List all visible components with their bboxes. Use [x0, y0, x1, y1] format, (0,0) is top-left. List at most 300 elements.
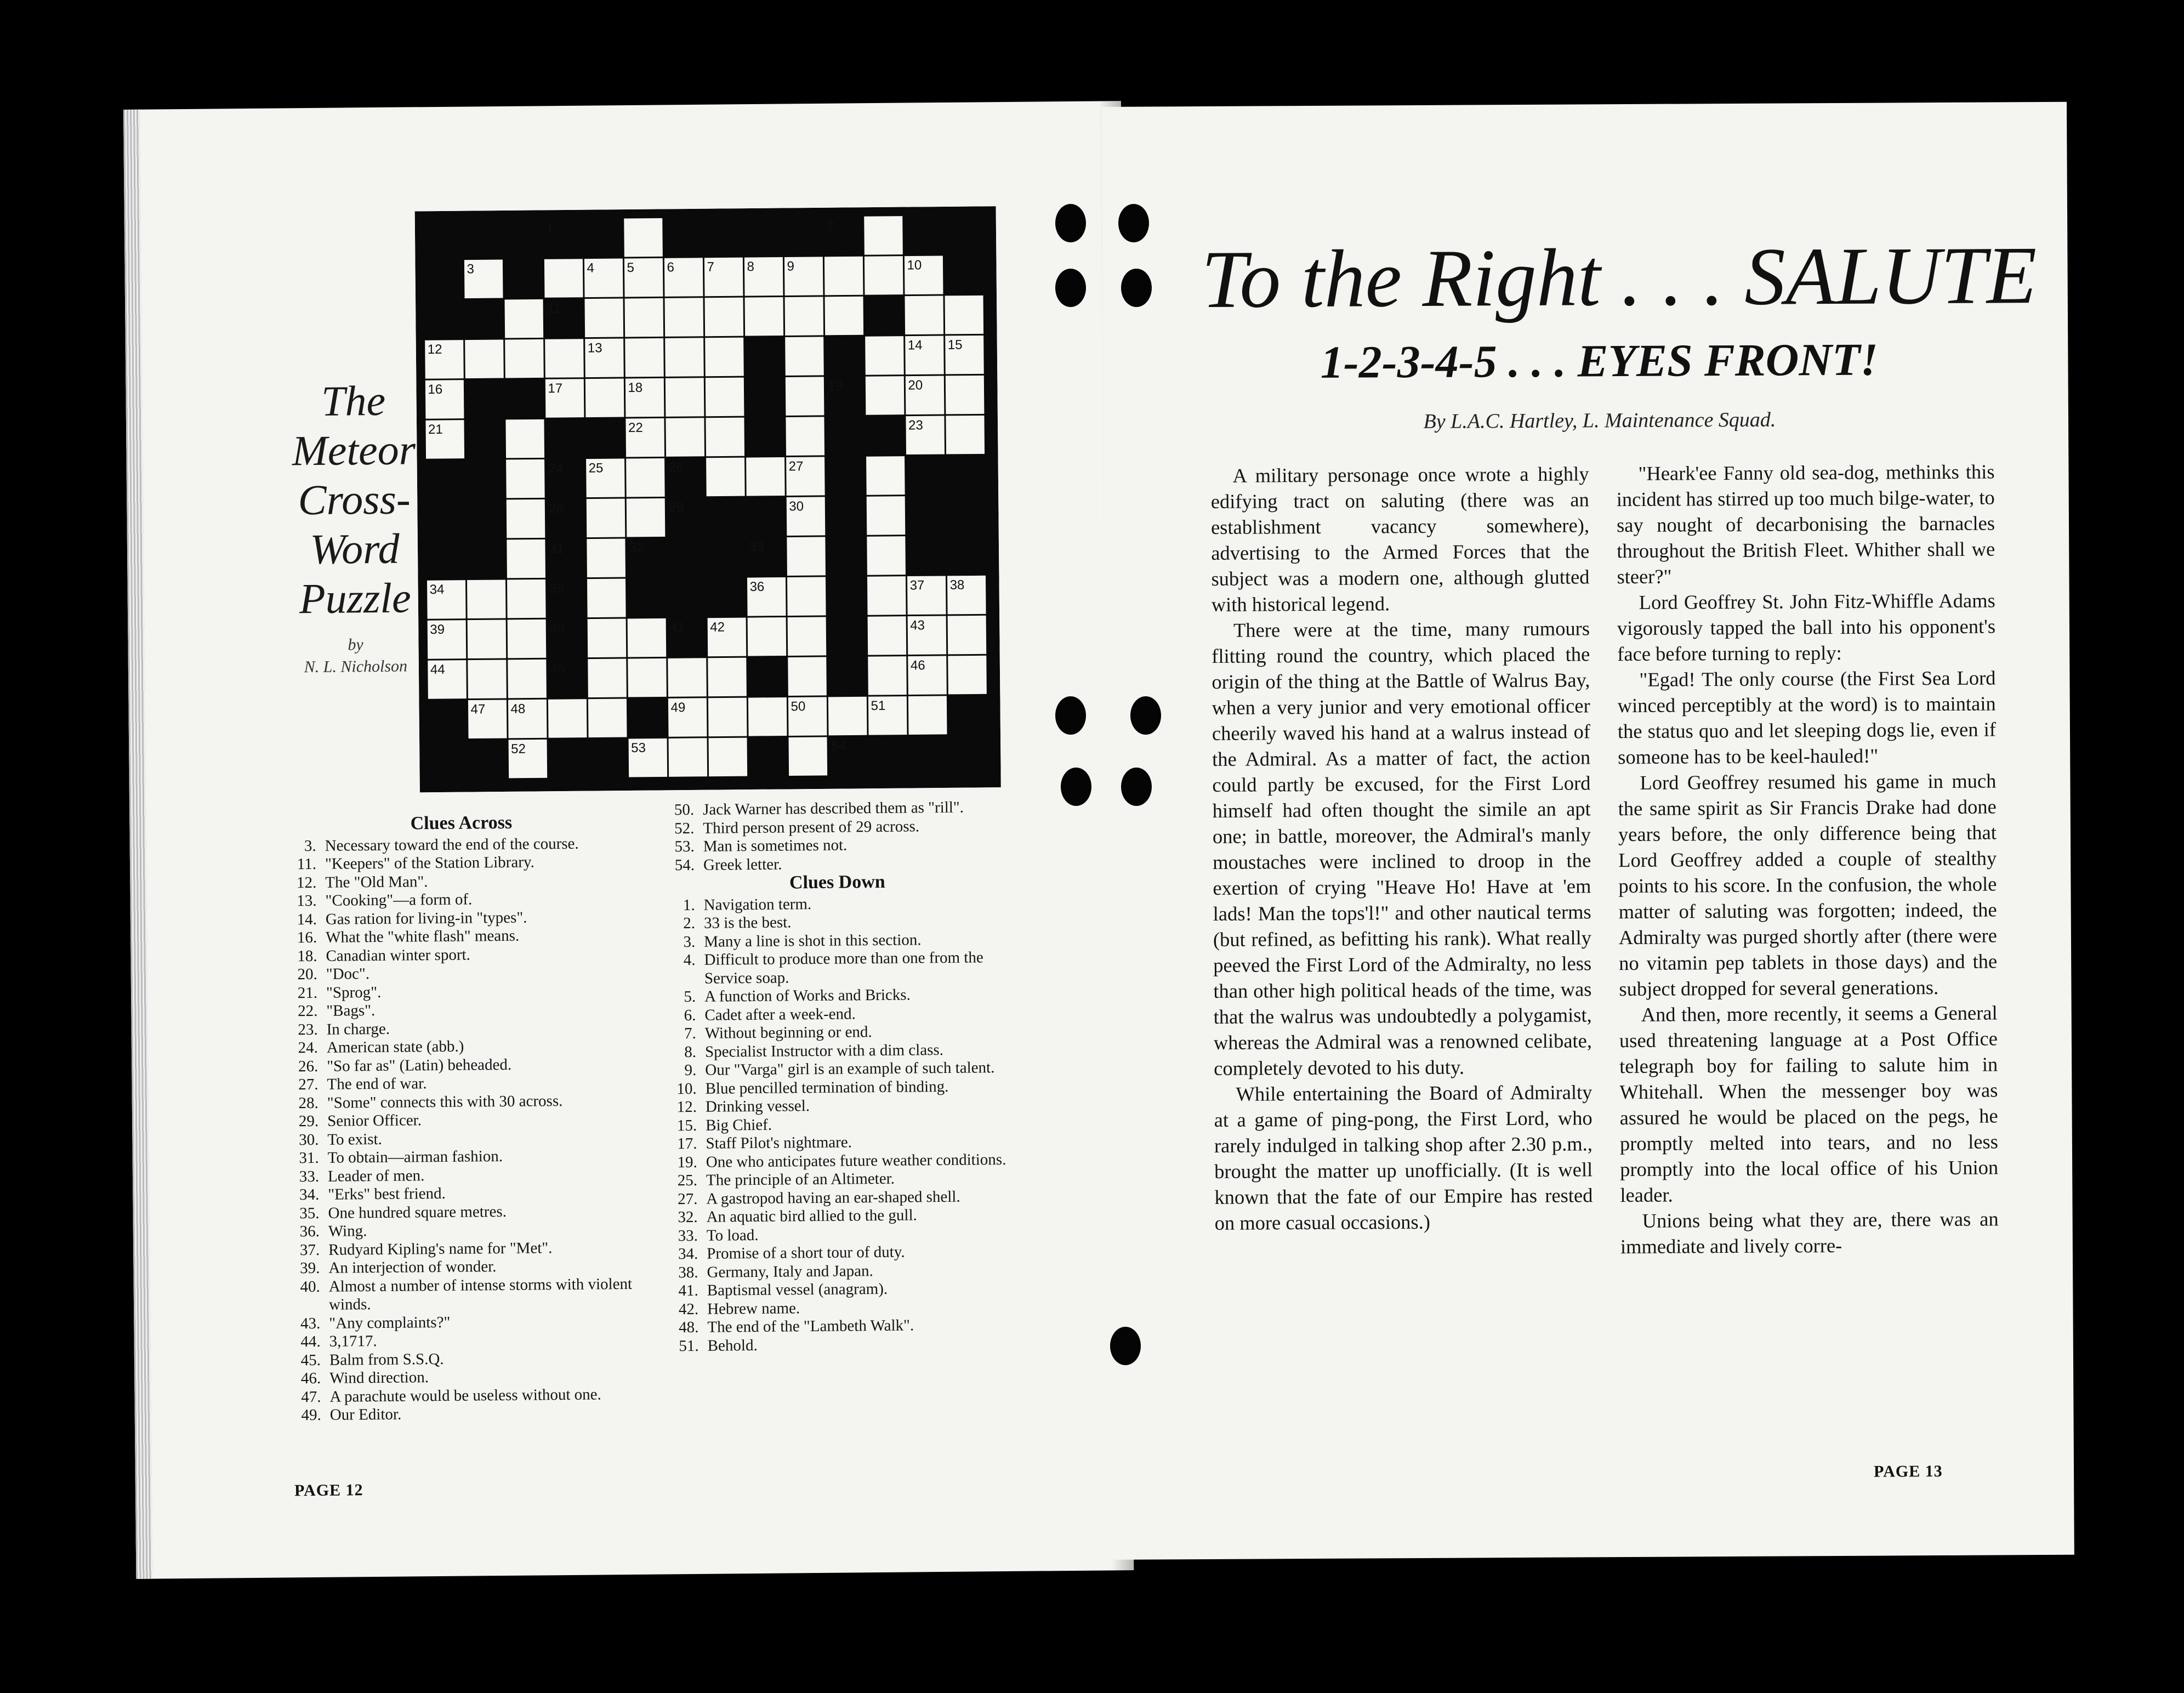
clue-text: "Bags".: [326, 1002, 376, 1020]
clue-text: Man is sometimes not.: [703, 836, 848, 855]
grid-number: 42: [710, 620, 725, 635]
clue-text: 3,1717.: [329, 1332, 377, 1350]
grid-number: 32: [629, 540, 644, 555]
grid-cell-white: [785, 337, 824, 376]
grid-cell-black: [664, 218, 703, 257]
grid-cell-black: [429, 740, 468, 779]
grid-cell-black: [909, 736, 948, 775]
binder-hole: [1121, 768, 1152, 806]
clue-item: [656, 853, 1018, 874]
article-paragraph: Lord Geoffrey St. John Fitz-Whiffle Adams vigorously tapped the ball into his opponent's face before turning to reply:: [1617, 589, 1996, 666]
grid-cell-black: [467, 539, 505, 578]
grid-number: 49: [670, 700, 686, 715]
clue-number: 28.: [298, 1094, 318, 1112]
article-paragraph: There were at the time, many rumours flitting round the country, which placed the origin of the thing at the Battle of Walrus Bay, when a very junior and very emotional officer cheerily waved his hand at a walrus instead of the Admiral. As a matter of fact, the action could partly be excused, for the First Lord himself had often thought the simile an apt one; in battle, moreover, the Admiral's manly moustaches were inclined to droop in the exertion of crying "Heave Ho! Have at 'em lads! Man the tops'l!" and other nautical terms (but refined, as befitting his rank). What really peeved the First Lord of the Admiralty, no less than other high political heads of the time, was that the walrus was undoubtedly a polygamist, whereas the Admiral was a renowned celibate, completely devoted to his duty.: [1212, 617, 1593, 1080]
grid-number: 21: [428, 422, 443, 438]
clue-text: American state (abb.): [326, 1037, 464, 1056]
clue-text: What the "white flash" means.: [326, 927, 520, 946]
grid-number: 40: [550, 621, 565, 637]
clue-text: Our "Varga" girl is an example of such talent.: [705, 1059, 995, 1079]
grid-cell-black: [946, 456, 985, 495]
grid-cell-black: [749, 737, 788, 776]
grid-number: 26: [668, 460, 684, 475]
clue-number: 30.: [299, 1130, 319, 1149]
grid-cell-black: [424, 260, 463, 299]
clue-text: Behold.: [707, 1336, 758, 1355]
grid-number: 33: [749, 539, 764, 555]
grid-number: 20: [908, 378, 923, 393]
right-page: [1102, 102, 2074, 1560]
by-label: by: [348, 635, 363, 654]
clue-item: [659, 1206, 1021, 1227]
grid-number: 46: [910, 658, 925, 673]
grid-number: 51: [871, 698, 886, 714]
clue-number: 17.: [677, 1134, 697, 1153]
grid-cell-white: [945, 296, 984, 334]
grid-cell-white: [708, 698, 747, 737]
grid-cell-black: [466, 459, 505, 498]
grid-cell-black: [505, 379, 544, 418]
clue-text: An aquatic bird allied to the gull.: [706, 1206, 917, 1226]
grid-cell-white: [585, 299, 624, 338]
clues-column-2: [656, 798, 1022, 1356]
grid-cell-white: [507, 580, 546, 618]
clue-text: Cadet after a week-end.: [704, 1004, 856, 1024]
grid-cell-white: [669, 738, 708, 777]
grid-number: 8: [747, 259, 755, 275]
grid-cell-white: [507, 539, 545, 578]
grid-cell-white: [468, 660, 507, 698]
grid-number: 39: [430, 622, 445, 638]
grid-cell-white: [908, 696, 947, 735]
grid-cell-white: [508, 620, 547, 658]
grid-cell-black: [425, 300, 464, 339]
grid-cell-white: [746, 457, 785, 496]
grid-cell-white: [628, 618, 667, 657]
grid-cell-white: [665, 338, 704, 377]
clue-text: Gas ration for living-in "types".: [325, 908, 527, 928]
clue-number: 21.: [297, 984, 318, 1002]
clue-number: 53.: [674, 837, 695, 856]
clue-text: "Erks" best friend.: [328, 1184, 446, 1203]
grid-cell-white: [948, 616, 987, 655]
clue-number: 25.: [677, 1171, 698, 1190]
clue-text: "So far as" (Latin) beheaded.: [327, 1055, 512, 1075]
clue-text: An interjection of wonder.: [328, 1258, 497, 1277]
grid-cell-white: [666, 418, 704, 457]
grid-number: 15: [947, 337, 963, 353]
grid-cell-black: [746, 377, 784, 416]
grid-cell-black: [784, 217, 823, 255]
grid-cell-white: [628, 658, 667, 697]
clue-number: 33.: [678, 1226, 698, 1245]
clue-text: Without beginning or end.: [704, 1023, 872, 1042]
grid-cell-white: [625, 338, 664, 377]
grid-cell-black: [825, 337, 864, 376]
grid-number: 54: [831, 738, 846, 754]
clue-text: Balm from S.S.Q.: [329, 1350, 444, 1369]
binder-hole: [1055, 696, 1086, 735]
grid-cell-white: [787, 537, 826, 576]
grid-cell-black: [944, 215, 983, 254]
grid-number: 27: [788, 459, 804, 474]
grid-cell-white: [665, 298, 704, 337]
grid-cell-black: [465, 379, 504, 418]
clue-text: One hundred square metres.: [328, 1202, 507, 1222]
article-column-1: [1210, 461, 1593, 1236]
clues-down-list: [657, 893, 1022, 1355]
clue-number: 12.: [296, 873, 317, 891]
clue-text: Promise of a short tour of duty.: [707, 1243, 905, 1263]
clue-text: Many a line is shot in this section.: [704, 930, 922, 951]
clue-number: 52.: [674, 819, 695, 837]
clue-text: In charge.: [326, 1020, 390, 1038]
grid-cell-white: [786, 417, 824, 456]
grid-cell-white: [508, 660, 547, 698]
clue-item: [283, 1404, 650, 1425]
grid-cell-black: [504, 259, 543, 298]
grid-number: 50: [790, 699, 806, 714]
clue-number: 27.: [298, 1075, 318, 1094]
article-paragraph: And then, more recently, it seems a General used threatening language at a Post Office telegraph boy for failing to salute him in Whitehall. When the messenger boy was assured he would be placed on the pegs, he promptly melted into tears, and no less promptly into the local office of his Union leader.: [1619, 1001, 1999, 1207]
grid-cell-white: [787, 577, 826, 616]
grid-cell-black: [545, 419, 584, 458]
grid-cell-black: [426, 460, 465, 499]
grid-number: 24: [548, 461, 564, 476]
grid-cell-black: [428, 700, 467, 739]
grid-cell-black: [504, 219, 543, 258]
grid-cell-black: [585, 419, 624, 458]
grid-cell-white: [506, 459, 545, 498]
grid-number: 11: [547, 301, 561, 316]
clue-text: "Sprog".: [326, 983, 382, 1002]
article-paragraph: A military personage once wrote a highly edifying tract on saluting (there was an establishment vacancy somewhere), advertising to the Armed Forces that the subject was a modern one, although glutted with historical legend.: [1210, 462, 1590, 616]
clue-number: 12.: [676, 1098, 697, 1116]
article-paragraph: While entertaining the Board of Admiralty at a game of ping-pong, the First Lord, who rarely indulged in talking shop after 2.30 p.m., brought the matter up unofficially. (It is well known that the fate of our Empire has rested on more casual occasions.): [1214, 1081, 1593, 1234]
page-number: PAGE 12: [294, 1481, 363, 1500]
grid-cell-white: [824, 257, 863, 296]
clue-number: 34.: [678, 1245, 698, 1263]
clue-text: Necessary toward the end of the course.: [325, 834, 579, 855]
clue-text: Our Editor.: [329, 1405, 402, 1424]
clue-number: 4.: [683, 951, 696, 969]
puzzle-title-line: Cross-: [298, 475, 411, 524]
grid-number: 34: [429, 582, 445, 598]
clue-text: Germany, Italy and Japan.: [707, 1262, 873, 1281]
grid-number: 14: [907, 338, 923, 353]
clues-across-list: [278, 834, 650, 1425]
clue-number: 34.: [299, 1185, 320, 1204]
grid-cell-black: [748, 657, 787, 696]
clue-number: 54.: [674, 856, 695, 874]
clue-text: Wind direction.: [329, 1368, 429, 1387]
clue-text: Leader of men.: [327, 1166, 425, 1185]
clue-text: Specialist Instructor with a dim class.: [704, 1041, 944, 1061]
grid-cell-black: [827, 497, 866, 536]
clue-number: 2.: [683, 914, 696, 933]
grid-cell-white: [467, 580, 506, 618]
clue-number: 41.: [678, 1281, 698, 1300]
grid-cell-white: [745, 297, 784, 336]
clues-across-continued: [656, 798, 1018, 875]
grid-cell-white: [867, 496, 906, 535]
article-column-2: [1616, 458, 1999, 1259]
clue-number: 51.: [679, 1337, 699, 1355]
grid-number: 35: [549, 581, 565, 596]
grid-cell-black: [745, 337, 784, 376]
grid-cell-white: [708, 658, 747, 697]
clue-text: Big Chief.: [706, 1116, 772, 1134]
clue-number: 47.: [301, 1388, 321, 1406]
clue-text: Third person present of 29 across.: [703, 817, 920, 837]
grid-number: 19: [828, 378, 843, 394]
binder-hole: [1121, 269, 1152, 307]
grid-cell-white: [548, 699, 587, 738]
clue-text: "Doc".: [326, 965, 370, 983]
clue-text: The principle of an Altimeter.: [706, 1169, 895, 1189]
grid-cell-white: [588, 659, 627, 698]
grid-cell-black: [866, 416, 905, 455]
grid-cell-black: [667, 578, 706, 617]
clue-number: 23.: [298, 1020, 318, 1038]
grid-cell-white: [705, 298, 744, 337]
grid-cell-black: [865, 296, 904, 335]
grid-cell-white: [867, 536, 906, 575]
clue-number: 50.: [674, 800, 695, 819]
grid-cell-white: [866, 376, 905, 415]
clue-number: 37.: [299, 1241, 320, 1259]
grid-number: 29: [669, 500, 684, 515]
left-page: [123, 101, 1134, 1579]
clue-number: 7.: [684, 1024, 696, 1043]
grid-cell-white: [585, 379, 624, 418]
grid-cell-black: [904, 215, 943, 254]
binder-hole: [1061, 768, 1091, 806]
grid-number: 1: [546, 221, 554, 236]
clue-text: To exist.: [327, 1130, 383, 1149]
grid-number: 16: [428, 382, 443, 397]
grid-cell-black: [947, 536, 986, 575]
clue-text: A gastropod having an ear-shaped shell.: [706, 1188, 960, 1208]
grid-number: 45: [550, 661, 565, 677]
article-paragraph: "Egad! The only course (the First Sea Lord winced perceptibly at the word) is to maintain the status quo and let sleeping dogs lie, even if someone has to be keel-hauled!": [1617, 666, 1997, 769]
clue-number: 13.: [297, 891, 317, 910]
clue-text: "Cooking"—a form of.: [325, 890, 473, 910]
clue-number: 36.: [299, 1222, 320, 1241]
grid-cell-black: [947, 496, 986, 535]
grid-cell-black: [426, 500, 465, 539]
clue-text: One who anticipates future weather conditions.: [706, 1150, 1006, 1171]
grid-number: 17: [548, 381, 563, 396]
grid-cell-black: [826, 417, 865, 456]
clue-text: "Keepers" of the Station Library.: [325, 853, 534, 873]
clue-number: 26.: [298, 1057, 318, 1075]
grid-number: 4: [587, 260, 595, 276]
grid-number: 3: [467, 262, 475, 277]
grid-cell-black: [747, 497, 786, 536]
grid-cell-black: [667, 538, 706, 577]
grid-cell-black: [467, 499, 505, 538]
grid-number: 37: [909, 578, 925, 593]
grid-cell-black: [465, 299, 504, 338]
page-number: PAGE 13: [1873, 1462, 1943, 1481]
clue-number: 1.: [682, 896, 695, 914]
clues-across-heading: Clues Across: [410, 812, 513, 834]
grid-cell-white: [468, 620, 507, 658]
page-edge: [123, 110, 152, 1579]
grid-cell-black: [424, 220, 463, 259]
puzzle-title-line: Puzzle: [299, 573, 411, 623]
grid-cell-white: [867, 576, 906, 615]
clue-text: Baptismal vessel (anagram).: [707, 1280, 888, 1299]
grid-cell-white: [505, 419, 544, 458]
clue-number: 18.: [297, 947, 317, 965]
clue-number: 29.: [298, 1112, 319, 1130]
clue-number: 16.: [297, 928, 317, 947]
grid-cell-black: [707, 498, 746, 537]
clue-number: 9.: [684, 1061, 697, 1080]
clue-text: Rudyard Kipling's name for "Met".: [328, 1238, 553, 1259]
clue-text: "Some" connects this with 30 across.: [327, 1092, 563, 1112]
grid-cell-black: [906, 456, 945, 495]
article-byline: By L.A.C. Hartley, L. Maintenance Squad.: [1423, 408, 1776, 433]
grid-cell-white: [544, 259, 583, 298]
clue-number: 19.: [677, 1153, 697, 1171]
grid-cell-black: [907, 496, 946, 535]
clue-number: 38.: [678, 1263, 698, 1281]
clue-text: Staff Pilot's nightmare.: [706, 1133, 852, 1152]
grid-cell-white: [866, 456, 905, 495]
clue-text: Difficult to produce more than one from the Service soap.: [704, 948, 983, 987]
grid-cell-black: [707, 538, 746, 577]
clue-text: The end of the "Lambeth Walk".: [707, 1316, 914, 1336]
clue-number: 42.: [678, 1300, 699, 1318]
grid-cell-white: [705, 338, 744, 377]
clue-number: 33.: [299, 1167, 320, 1185]
grid-cell-black: [549, 739, 588, 778]
grid-number: 23: [908, 418, 923, 433]
grid-cell-white: [825, 297, 864, 336]
clue-number: 31.: [299, 1149, 319, 1167]
clue-number: 15.: [676, 1116, 697, 1134]
clue-number: 46.: [300, 1369, 321, 1388]
clue-text: "Any complaints?": [329, 1313, 451, 1332]
grid-number: 53: [631, 740, 646, 755]
grid-cell-black: [628, 698, 667, 737]
grid-cell-white: [786, 377, 824, 416]
grid-cell-black: [464, 219, 503, 258]
clue-text: Navigation term.: [703, 895, 812, 914]
grid-cell-white: [748, 617, 787, 656]
grid-cell-white: [789, 737, 828, 776]
grid-number: 6: [667, 260, 675, 275]
grid-cell-white: [788, 657, 827, 696]
clue-text: The end of war.: [327, 1075, 427, 1093]
grid-number: 36: [749, 579, 765, 595]
clue-text: Blue pencilled termination of binding.: [705, 1077, 949, 1098]
grid-cell-black: [589, 739, 628, 778]
grid-cell-white: [865, 336, 904, 375]
binder-hole: [1055, 204, 1086, 242]
grid-cell-white: [828, 697, 867, 736]
grid-cell-white: [706, 458, 745, 497]
grid-cell-white: [545, 339, 584, 378]
grid-cell-white: [626, 458, 665, 497]
clues-down-heading: Clues Down: [789, 871, 885, 893]
grid-cell-black: [948, 696, 987, 735]
clue-number: 39.: [300, 1259, 320, 1277]
grid-number: 28: [549, 501, 564, 516]
grid-cell-white: [946, 416, 985, 455]
grid-cell-black: [704, 218, 743, 257]
clue-text: 33 is the best.: [703, 913, 792, 932]
grid-number: 43: [910, 618, 925, 633]
clue-number: 11.: [297, 855, 317, 873]
grid-cell-white: [864, 216, 903, 255]
binder-hole: [1110, 1327, 1141, 1365]
grid-number: 30: [789, 499, 804, 514]
grid-cell-black: [945, 255, 983, 294]
grid-number: 25: [588, 461, 604, 476]
grid-cell-white: [625, 298, 664, 337]
grid-cell-white: [507, 499, 545, 538]
clue-number: 35.: [299, 1204, 320, 1222]
grid-cell-white: [905, 296, 944, 334]
grid-cell-white: [706, 418, 744, 457]
grid-cell-black: [465, 419, 504, 458]
clue-text: A parachute would be useless without one.: [329, 1385, 601, 1406]
clue-number: 40.: [300, 1277, 320, 1296]
clue-item: [657, 948, 1019, 988]
grid-number: 13: [587, 340, 602, 356]
clue-text: Drinking vessel.: [705, 1097, 810, 1116]
author-name: N. L. Nicholson: [304, 657, 408, 677]
grid-cell-white: [868, 656, 907, 695]
grid-cell-black: [828, 617, 867, 656]
clue-number: 44.: [300, 1332, 321, 1351]
clue-text: Greek letter.: [703, 855, 782, 874]
grid-cell-white: [868, 616, 907, 655]
clue-number: 14.: [297, 910, 317, 928]
grid-cell-black: [469, 740, 508, 779]
clue-text: A function of Works and Bricks.: [704, 986, 911, 1005]
grid-number: 31: [549, 541, 564, 556]
article-paragraph: Lord Geoffrey resumed his game in much the same spirit as Sir Francis Drake had done years before, the only difference being that Lord Geoffrey added a couple of stealthy points to his score. In the confusion, the whole matter of saluting was forgotten; indeed, the Admiralty was purged shortly after (there were no vitamin pep tablets in those days) and the subject dropped for several generations.: [1618, 769, 1998, 1001]
grid-cell-white: [588, 699, 627, 738]
grid-cell-white: [865, 256, 903, 295]
grid-cell-white: [709, 738, 748, 777]
grid-number: 48: [510, 701, 526, 717]
crossword-grid: [415, 206, 1001, 792]
article-subtitle: 1-2-3-4-5 . . . EYES FRONT!: [1320, 334, 1879, 388]
grid-number: 9: [787, 259, 795, 274]
grid-number: 47: [470, 702, 486, 717]
clue-number: 48.: [679, 1318, 699, 1337]
clue-text: Canadian winter sport.: [326, 946, 470, 965]
grid-cell-white: [748, 697, 787, 736]
binder-hole: [1118, 204, 1149, 242]
clue-number: 5.: [684, 987, 696, 1006]
clue-text: Hebrew name.: [707, 1299, 800, 1318]
grid-number: 44: [430, 662, 445, 678]
clue-text: Senior Officer.: [327, 1111, 422, 1130]
article-paragraph: Unions being what they are, there was an immediate and lively corre-: [1620, 1207, 1999, 1258]
grid-cell-white: [624, 218, 663, 257]
clue-number: 3.: [683, 933, 696, 951]
clue-number: 24.: [298, 1038, 318, 1057]
clues-across: [277, 813, 650, 1425]
clue-text: Wing.: [328, 1222, 367, 1240]
